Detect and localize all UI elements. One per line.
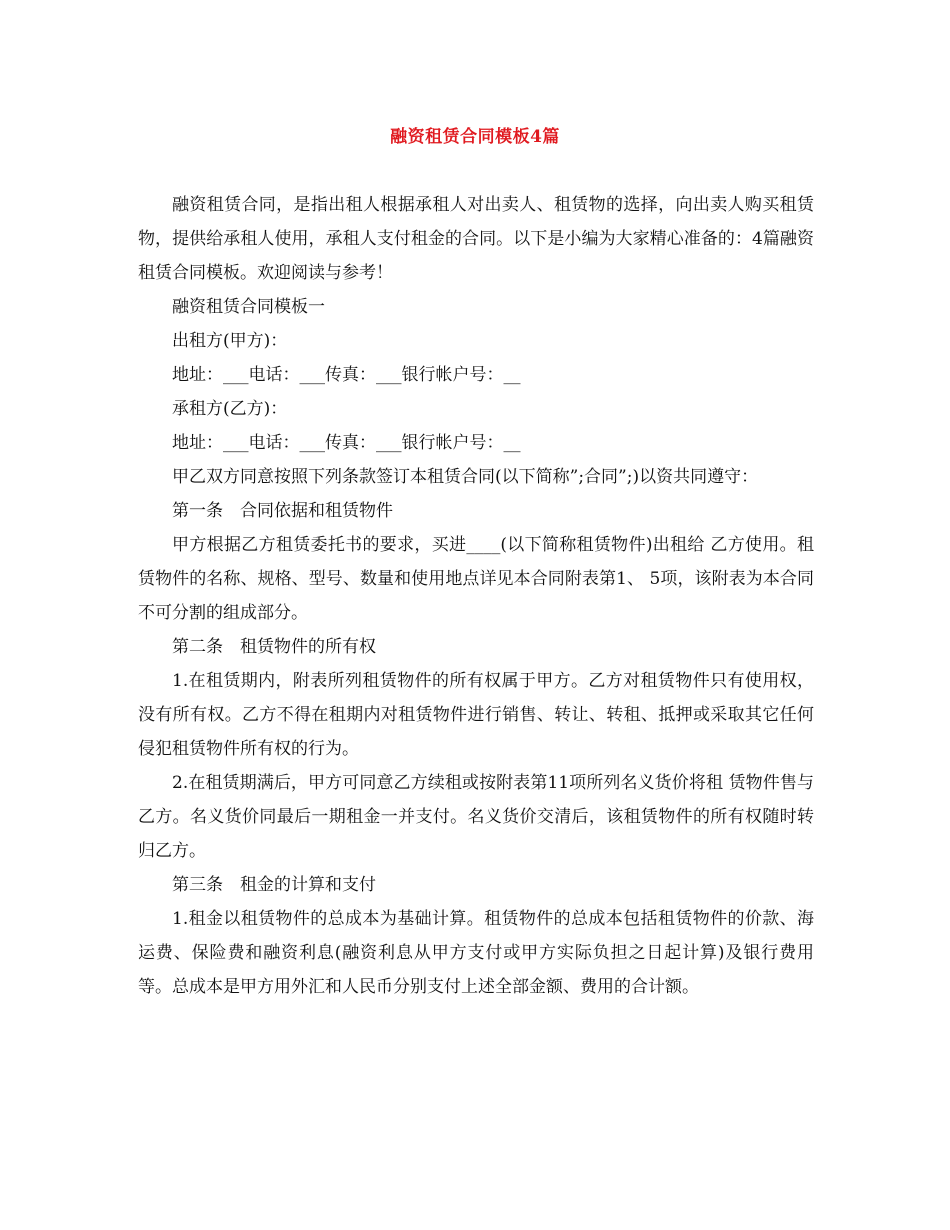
- lessee-contact-line: 地址：___电话：___传真：___银行帐户号：__: [172, 433, 521, 453]
- article-2-clause-1: 1.在租赁期内，附表所列租赁物件的所有权属于甲方。乙方对租赁物件只有使用权，没有所有权。乙方不得在租期内对租赁物件进行销售、转让、转租、抵押或采取其它任何侵犯租赁物件所有权的行为。: [138, 671, 814, 759]
- lessee-label: 承租方(乙方)：: [172, 399, 288, 419]
- document-body: [138, 188, 814, 1004]
- article-2-clause-2: 2.在租赁期满后，甲方可同意乙方续租或按附表第11项所列名义货价将租 赁物件售与乙方。名义货价同最后一期租金一并支付。名义货价交清后，该租赁物件的所有权随时转归乙方。: [138, 773, 814, 861]
- article-3-heading: 第三条 租金的计算和支付: [172, 875, 376, 895]
- article-2-heading: 第二条 租赁物件的所有权: [172, 637, 376, 657]
- agreement-paragraph: 甲乙双方同意按照下列条款签订本租赁合同(以下简称”;合同”;)以资共同遵守：: [172, 467, 759, 487]
- article-1-heading: 第一条 合同依据和租赁物件: [172, 501, 393, 521]
- lessor-contact-line: 地址：___电话：___传真：___银行帐户号：__: [172, 365, 521, 385]
- document-title: 融资租赁合同模板4篇: [390, 127, 560, 147]
- lessor-label: 出租方(甲方)：: [172, 331, 288, 351]
- intro-paragraph: 融资租赁合同，是指出租人根据承租人对出卖人、租赁物的选择，向出卖人购买租赁物，提供给承租人使用，承租人支付租金的合同。以下是小编为大家精心准备的：4篇融资租赁合同模板。欢迎阅读与参考！: [138, 195, 814, 283]
- template-heading: 融资租赁合同模板一: [172, 297, 325, 317]
- article-1-paragraph: 甲方根据乙方租赁委托书的要求，买进____(以下简称租赁物件)出租给 乙方使用。租赁物件的名称、规格、型号、数量和使用地点详见本合同附表第1、 5项，该附表为本合同不可分割的组成部分。: [138, 535, 814, 623]
- article-3-clause-1: 1.租金以租赁物件的总成本为基础计算。租赁物件的总成本包括租赁物件的价款、海运费、保险费和融资利息(融资利息从甲方支付或甲方实际负担之日起计算)及银行费用等。总成本是甲方用外汇和人民币分别支付上述全部金额、费用的合计额。: [138, 909, 814, 997]
